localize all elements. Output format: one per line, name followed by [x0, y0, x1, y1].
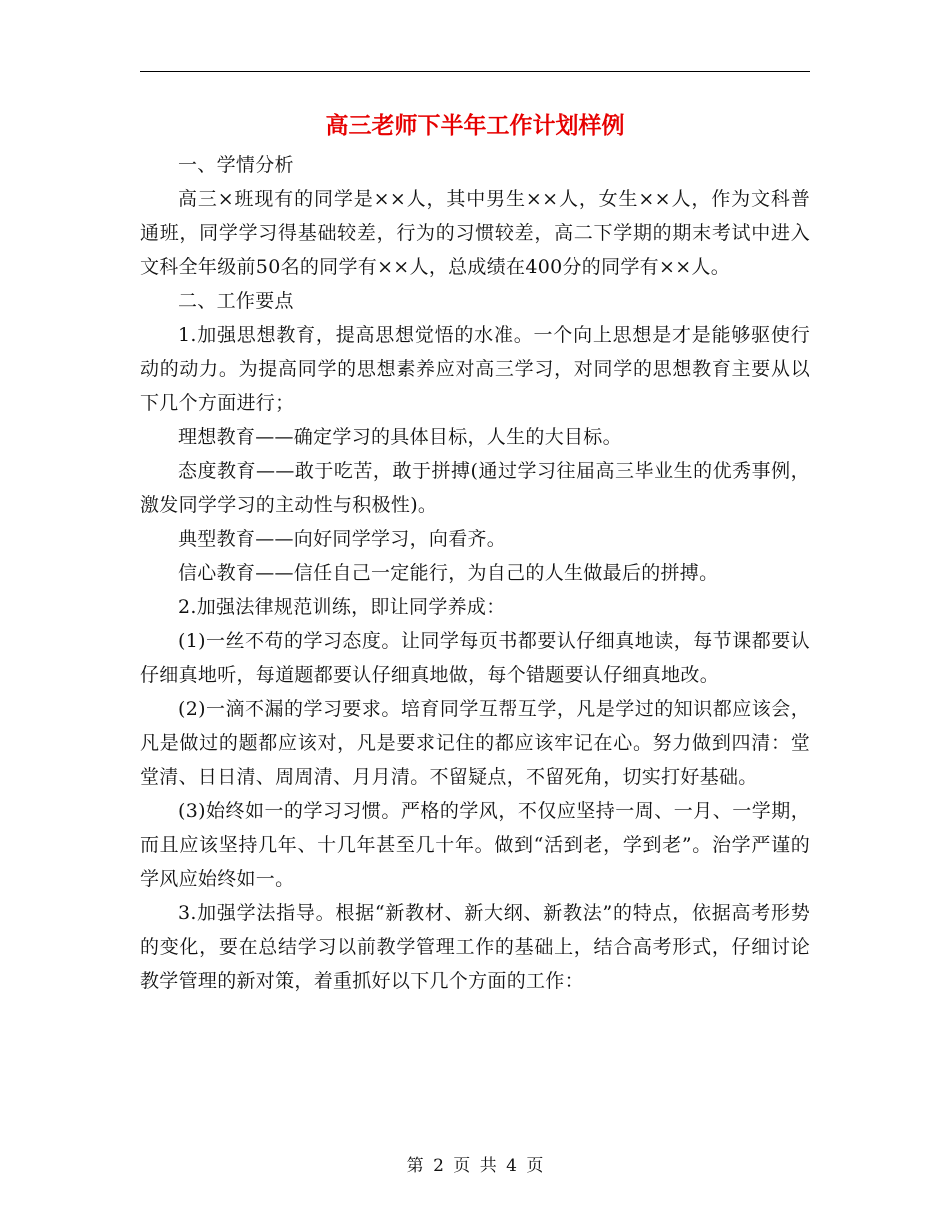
- document-title: 高三老师下半年工作计划样例: [325, 113, 625, 139]
- paragraph-item-3: (3)始终如一的学习习惯。严格的学风，不仅应坚持一周、一月、一学期，而且应该坚持几年、十几年甚至几十年。做到“活到老，学到老”。治学严谨的学风应始终如一。: [140, 800, 810, 890]
- section-heading-1: 一、学情分析: [178, 154, 294, 176]
- section-heading-2: 二、工作要点: [178, 290, 294, 312]
- paragraph-point-1: 1.加强思想教育，提高思想觉悟的水准。一个向上思想是才是能够驱使行动的动力。为提高同学的思想素养应对高三学习，对同学的思想教育主要从以下几个方面进行；: [140, 324, 810, 414]
- paragraph-confidence-education: 信心教育——信任自己一定能行，为自己的人生做最后的拼搏。: [178, 562, 719, 584]
- document-body: [140, 148, 810, 998]
- header-rule: [140, 71, 810, 72]
- paragraph-point-3: 3.加强学法指导。根据“新教材、新大纲、新教法”的特点，依据高考形势的变化，要在总结学习以前教学管理工作的基础上，结合高考形式，仔细讨论教学管理的新对策，着重抓好以下几个方面的工作：: [140, 902, 810, 992]
- paragraph-item-2: (2)一滴不漏的学习要求。培育同学互帮互学，凡是学过的知识都应该会，凡是做过的题都应该对，凡是要求记住的都应该牢记在心。努力做到四清：堂堂清、日日清、周周清、月月清。不留疑点，不留死角，切实打好基础。: [140, 698, 810, 788]
- paragraph-ideal-education: 理想教育——确定学习的具体目标，人生的大目标。: [178, 426, 622, 448]
- paragraph-model-education: 典型教育——向好同学学习，向看齐。: [178, 528, 507, 550]
- page-number-footer: 第 2 页 共 4 页: [406, 1156, 544, 1176]
- paragraph-attitude-education: 态度教育——敢于吃苦，敢于拼搏(通过学习往届高三毕业生的优秀事例，激发同学学习的主动性与积极性)。: [140, 460, 810, 516]
- paragraph-point-2: 2.加强法律规范训练，即让同学养成：: [178, 596, 506, 618]
- paragraph-item-1: (1)一丝不苟的学习态度。让同学每页书都要认仔细真地读，每节课都要认仔细真地听，每道题都要认仔细真地做，每个错题要认仔细真地改。: [140, 630, 810, 686]
- paragraph-class-situation: 高三×班现有的同学是××人，其中男生××人，女生××人，作为文科普通班，同学学习得基础较差，行为的习惯较差，高二下学期的期末考试中进入文科全年级前50名的同学有××人，总成绩在400分的同学有××人。: [140, 188, 810, 278]
